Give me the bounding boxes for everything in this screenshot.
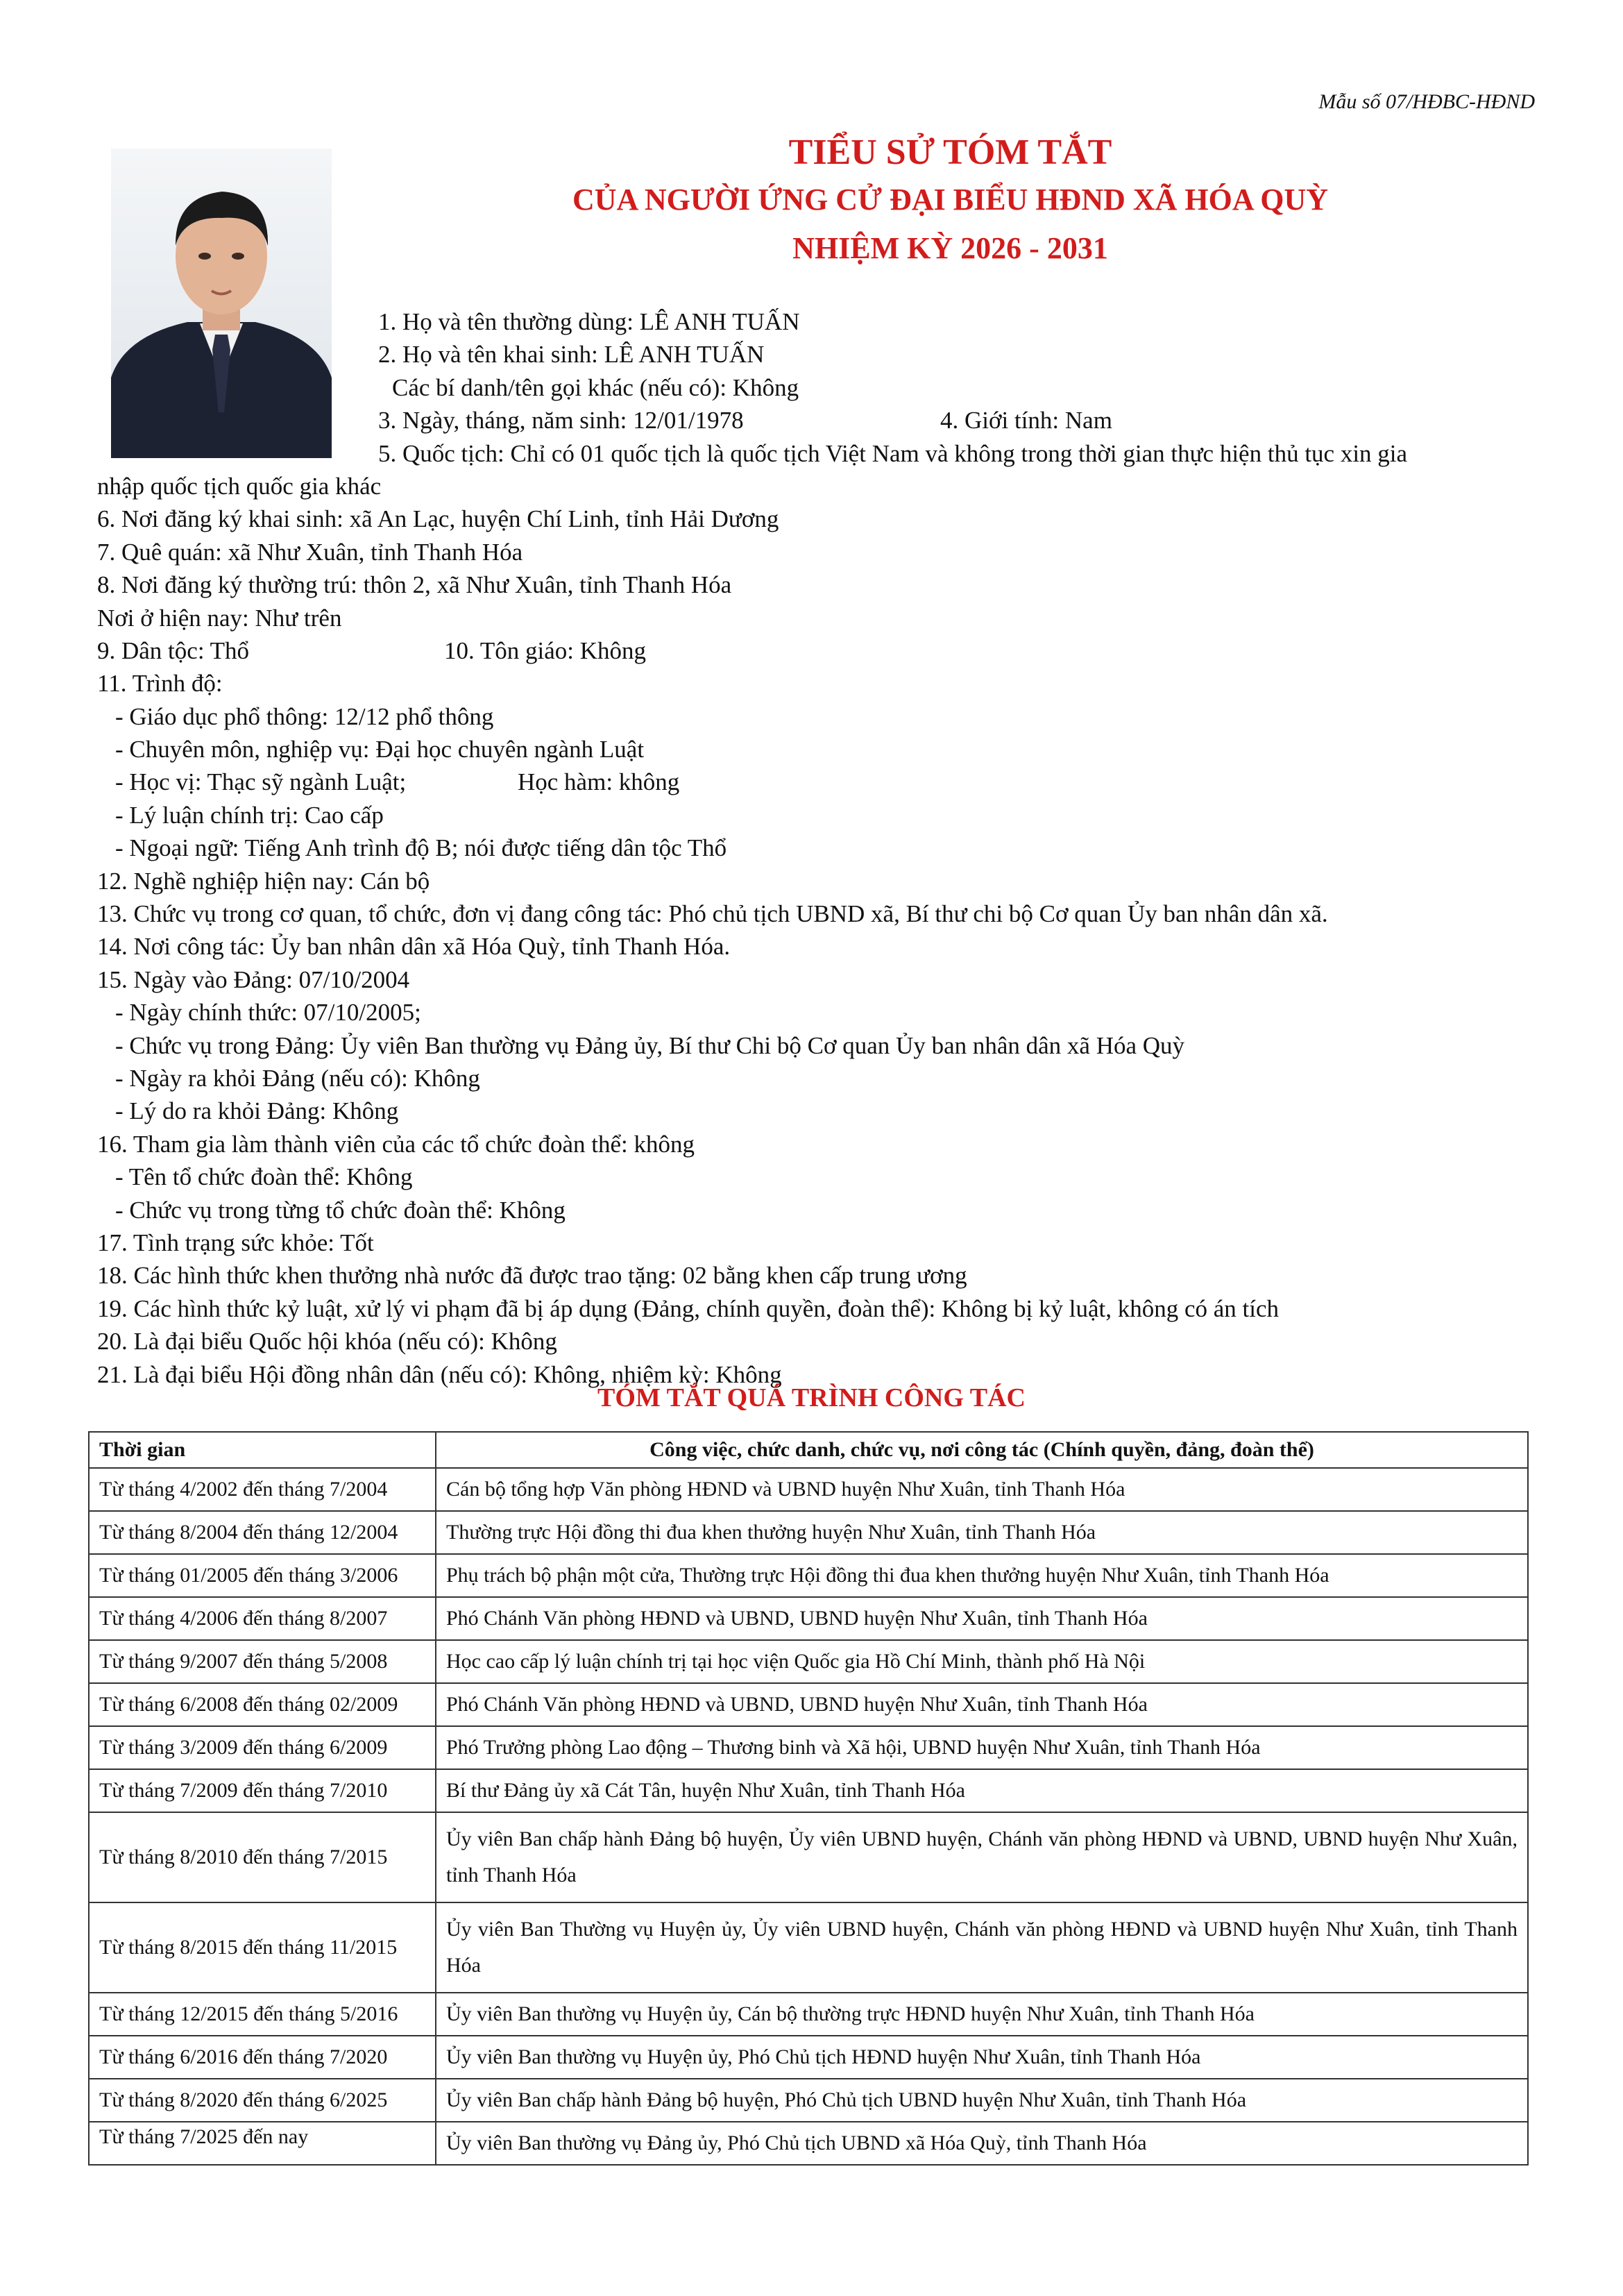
period-cell: Từ tháng 01/2005 đến tháng 3/2006 xyxy=(89,1554,436,1597)
work-history-table xyxy=(88,1431,1529,2166)
bio-degree-row xyxy=(97,766,1540,798)
bio-national-assembly: 20. Là đại biểu Quốc hội khóa (nếu có): Không xyxy=(97,1328,557,1356)
bio-religion: 10. Tôn giáo: Không xyxy=(444,636,647,664)
table-row xyxy=(89,1769,1528,1812)
position-cell: Cán bộ tổng hợp Văn phòng HĐND và UBND huyện Như Xuân, tỉnh Thanh Hóa xyxy=(436,1468,1528,1511)
table-header-row xyxy=(89,1432,1528,1468)
bio-foreign-language: - Ngoại ngữ: Tiếng Anh trình độ B; nói được tiếng dân tộc Thổ xyxy=(115,834,727,862)
bio-academic-title: Học hàm: không xyxy=(518,768,680,796)
bio-workplace: 14. Nơi công tác: Ủy ban nhân dân xã Hóa Quỳ, tỉnh Thanh Hóa. xyxy=(97,933,731,961)
bio-dob-gender-row xyxy=(97,404,1540,437)
table-row xyxy=(89,1511,1528,1554)
term-heading: NHIỆM KỲ 2026 - 2031 xyxy=(792,231,1108,265)
position-cell: Ủy viên Ban Thường vụ Huyện ủy, Ủy viên UBND huyện, Chánh văn phòng HĐND và UBND huyện Như Xuân, tỉnh Thanh Hóa xyxy=(436,1902,1528,1993)
table-row xyxy=(89,1640,1528,1683)
table-row xyxy=(89,2036,1528,2079)
bio-birth-name: 2. Họ và tên khai sinh: LÊ ANH TUẤN xyxy=(378,341,765,369)
bio-peoples-council: 21. Là đại biểu Hội đồng nhân dân (nếu có): Không, nhiệm kỳ: Không xyxy=(97,1360,782,1388)
bio-occupation: 12. Nghề nghiệp hiện nay: Cán bộ xyxy=(97,867,430,895)
table-row xyxy=(89,1683,1528,1726)
bio-current-residence: Nơi ở hiện nay: Như trên xyxy=(97,604,342,632)
bio-ethnicity: 9. Dân tộc: Thổ xyxy=(97,636,250,664)
biography-section xyxy=(97,305,1540,1391)
bio-ethnicity-religion-row xyxy=(97,634,1540,667)
table-row xyxy=(89,1597,1528,1640)
position-cell: Thường trực Hội đồng thi đua khen thưởng huyện Như Xuân, tỉnh Thanh Hóa xyxy=(436,1511,1528,1554)
position-cell: Phụ trách bộ phận một cửa, Thường trực Hội đồng thi đua khen thưởng huyện Như Xuân, tỉnh Thanh Hóa xyxy=(436,1554,1528,1597)
table-row xyxy=(89,1554,1528,1597)
period-cell: Từ tháng 3/2009 đến tháng 6/2009 xyxy=(89,1726,436,1769)
period-cell: Từ tháng 8/2020 đến tháng 6/2025 xyxy=(89,2079,436,2122)
bio-organization-name: - Tên tổ chức đoàn thể: Không xyxy=(115,1163,413,1191)
position-cell: Ủy viên Ban chấp hành Đảng bộ huyện, Phó Chủ tịch UBND huyện Như Xuân, tỉnh Thanh Hóa xyxy=(436,2079,1528,2122)
period-cell: Từ tháng 7/2025 đến nay xyxy=(89,2122,436,2165)
bio-education-heading: 11. Trình độ: xyxy=(97,670,223,698)
bio-common-name: 1. Họ và tên thường dùng: LÊ ANH TUẤN xyxy=(378,308,800,335)
table-row xyxy=(89,2122,1528,2165)
period-cell: Từ tháng 8/2015 đến tháng 11/2015 xyxy=(89,1902,436,1993)
bio-party-position: - Chức vụ trong Đảng: Ủy viên Ban thường vụ Đảng ủy, Bí thư Chi bộ Cơ quan Ủy ban nhân dân xã Hóa Quỳ xyxy=(115,1031,1185,1059)
position-cell: Ủy viên Ban thường vụ Đảng ủy, Phó Chủ tịch UBND xã Hóa Quỳ, tỉnh Thanh Hóa xyxy=(436,2122,1528,2165)
table-row xyxy=(89,1726,1528,1769)
work-history-heading: TÓM TẮT QUÁ TRÌNH CÔNG TÁC xyxy=(597,1383,1026,1412)
period-cell: Từ tháng 4/2002 đến tháng 7/2004 xyxy=(89,1468,436,1511)
bio-nationality-cont: nhập quốc tịch quốc gia khác xyxy=(97,472,382,500)
period-cell: Từ tháng 9/2007 đến tháng 5/2008 xyxy=(89,1640,436,1683)
position-cell: Học cao cấp lý luận chính trị tại học viện Quốc gia Hồ Chí Minh, thành phố Hà Nội xyxy=(436,1640,1528,1683)
bio-specialization: - Chuyên môn, nghiệp vụ: Đại học chuyên ngành Luật xyxy=(115,736,645,763)
document-title: TIỂU SỬ TÓM TẮT xyxy=(788,133,1112,172)
table-row xyxy=(89,1993,1528,2036)
header-period: Thời gian xyxy=(89,1432,436,1468)
bio-hometown: 7. Quê quán: xã Như Xuân, tỉnh Thanh Hóa xyxy=(97,538,523,566)
position-cell: Phó Chánh Văn phòng HĐND và UBND, UBND huyện Như Xuân, tỉnh Thanh Hóa xyxy=(436,1683,1528,1726)
table-row xyxy=(89,1468,1528,1511)
bio-health: 17. Tình trạng sức khỏe: Tốt xyxy=(97,1229,374,1256)
bio-general-education: - Giáo dục phổ thông: 12/12 phổ thông xyxy=(115,702,494,730)
bio-party-leave-reason: - Lý do ra khỏi Đảng: Không xyxy=(115,1097,399,1125)
position-cell: Ủy viên Ban chấp hành Đảng bộ huyện, Ủy viên UBND huyện, Chánh văn phòng HĐND và UBND, UBND huyện Như Xuân, tỉnh Thanh Hóa xyxy=(436,1812,1528,1902)
bio-position: 13. Chức vụ trong cơ quan, tổ chức, đơn vị đang công tác: Phó chủ tịch UBND xã, Bí thư chi bộ Cơ quan Ủy ban nhân dân xã. xyxy=(97,900,1328,928)
bio-political-theory: - Lý luận chính trị: Cao cấp xyxy=(115,801,384,829)
period-cell: Từ tháng 7/2009 đến tháng 7/2010 xyxy=(89,1769,436,1812)
position-cell: Ủy viên Ban thường vụ Huyện ủy, Cán bộ thường trực HĐND huyện Như Xuân, tỉnh Thanh Hóa xyxy=(436,1993,1528,2036)
bio-nationality: 5. Quốc tịch: Chỉ có 01 quốc tịch là quốc tịch Việt Nam và không trong thời gian thực hiện thủ tục xin gia xyxy=(378,439,1408,467)
table-row xyxy=(89,2079,1528,2122)
period-cell: Từ tháng 4/2006 đến tháng 8/2007 xyxy=(89,1597,436,1640)
period-cell: Từ tháng 8/2010 đến tháng 7/2015 xyxy=(89,1812,436,1902)
position-cell: Ủy viên Ban thường vụ Huyện ủy, Phó Chủ tịch HĐND huyện Như Xuân, tỉnh Thanh Hóa xyxy=(436,2036,1528,2079)
table-row xyxy=(89,1812,1528,1902)
bio-party-official-date: - Ngày chính thức: 07/10/2005; xyxy=(115,999,421,1027)
form-number: Mẫu số 07/HĐBC-HĐND xyxy=(1318,90,1535,113)
bio-aliases: Các bí danh/tên gọi khác (nếu có): Không xyxy=(392,373,799,401)
document-subtitle: CỦA NGƯỜI ỨNG CỬ ĐẠI BIỂU HĐND XÃ HÓA QUỲ xyxy=(572,183,1329,217)
bio-organization-position: - Chức vụ trong từng tổ chức đoàn thể: Không xyxy=(115,1196,566,1224)
bio-permanent-residence: 8. Nơi đăng ký thường trú: thôn 2, xã Như Xuân, tỉnh Thanh Hóa xyxy=(97,571,732,599)
bio-party-leave-date: - Ngày ra khỏi Đảng (nếu có): Không xyxy=(115,1064,480,1092)
position-cell: Phó Trưởng phòng Lao động – Thương binh và Xã hội, UBND huyện Như Xuân, tỉnh Thanh Hóa xyxy=(436,1726,1528,1769)
bio-organizations: 16. Tham gia làm thành viên của các tổ chức đoàn thể: không xyxy=(97,1130,695,1158)
bio-awards: 18. Các hình thức khen thưởng nhà nước đã được trao tặng: 02 bằng khen cấp trung ương xyxy=(97,1262,967,1290)
position-cell: Phó Chánh Văn phòng HĐND và UBND, UBND huyện Như Xuân, tỉnh Thanh Hóa xyxy=(436,1597,1528,1640)
table-row xyxy=(89,1902,1528,1993)
bio-date-of-birth: 3. Ngày, tháng, năm sinh: 12/01/1978 xyxy=(378,407,744,434)
bio-party-join-date: 15. Ngày vào Đảng: 07/10/2004 xyxy=(97,965,410,993)
period-cell: Từ tháng 6/2008 đến tháng 02/2009 xyxy=(89,1683,436,1726)
period-cell: Từ tháng 8/2004 đến tháng 12/2004 xyxy=(89,1511,436,1554)
period-cell: Từ tháng 6/2016 đến tháng 7/2020 xyxy=(89,2036,436,2079)
bio-birth-registration: 6. Nơi đăng ký khai sinh: xã An Lạc, huyện Chí Linh, tỉnh Hải Dương xyxy=(97,505,779,533)
header-position: Công việc, chức danh, chức vụ, nơi công tác (Chính quyền, đảng, đoàn thể) xyxy=(436,1432,1528,1468)
period-cell: Từ tháng 12/2015 đến tháng 5/2016 xyxy=(89,1993,436,2036)
position-cell: Bí thư Đảng ủy xã Cát Tân, huyện Như Xuân, tỉnh Thanh Hóa xyxy=(436,1769,1528,1812)
bio-discipline: 19. Các hình thức kỷ luật, xử lý vi phạm đã bị áp dụng (Đảng, chính quyền, đoàn thể): Không bị kỷ luật, không có án tích xyxy=(97,1294,1280,1322)
bio-gender: 4. Giới tính: Nam xyxy=(940,407,1112,434)
bio-degree: - Học vị: Thạc sỹ ngành Luật; xyxy=(115,768,407,796)
